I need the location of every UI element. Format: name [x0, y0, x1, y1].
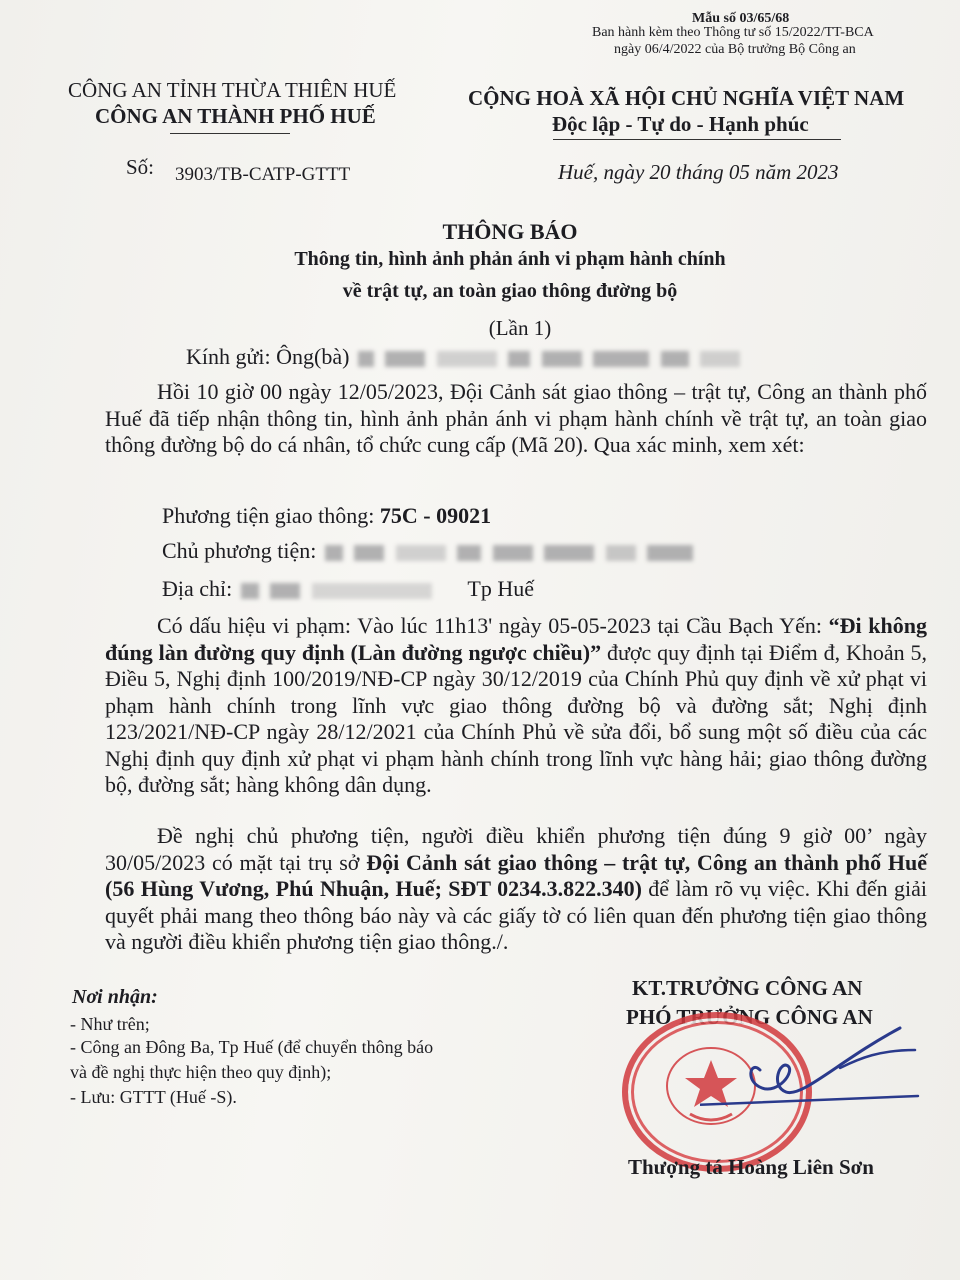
redacted-owner	[606, 545, 636, 561]
signature-title-2: PHÓ TRƯỞNG CÔNG AN	[626, 1005, 873, 1029]
form-number: Mẫu số 03/65/68	[692, 11, 790, 26]
vehicle-label: Phương tiện giao thông:	[162, 503, 375, 528]
redacted-address	[312, 583, 432, 599]
redacted-owner	[493, 545, 533, 561]
recipient-item: - Như trên;	[70, 1014, 150, 1034]
nation-underline	[553, 139, 841, 140]
doc-subtitle-2: về trật tự, an toàn giao thông đường bộ	[342, 280, 678, 302]
request-rest: để làm rõ vụ việc. Khi đến giải quyết phải mang theo thông báo này và các giấy tờ có liên quan đến phương tiện giao thông và người điều khiển phương tiện giao thông./.	[105, 876, 927, 954]
redacted-owner	[647, 545, 693, 561]
redacted-address	[241, 583, 259, 599]
redacted-address	[270, 583, 300, 599]
nation-motto: Độc lập - Tự do - Hạnh phúc	[552, 112, 809, 136]
form-issued-line1: Ban hành kèm theo Thông tư số 15/2022/TT-BCA	[592, 25, 874, 40]
agency-province: CÔNG AN TỈNH THỪA THIÊN HUẾ	[68, 78, 397, 102]
redacted-name	[593, 351, 649, 367]
recipient-item: - Lưu: GTTT (Huế -S).	[70, 1087, 237, 1107]
violation-lead: Có dấu hiệu vi phạm: Vào lúc 11h13' ngày 05-05-2023 tại Cầu Bạch Yến:	[157, 613, 822, 638]
recipients-title: Nơi nhận:	[72, 986, 158, 1008]
redacted-owner	[354, 545, 384, 561]
vehicle-line	[162, 503, 491, 529]
doc-round: (Lần 1)	[488, 316, 552, 340]
redacted-name	[437, 351, 497, 367]
agency-city: CÔNG AN THÀNH PHỐ HUẾ	[95, 104, 376, 128]
recipient-label: Kính gửi: Ông(bà)	[186, 344, 350, 369]
redacted-owner	[396, 545, 446, 561]
signature-title-1: KT.TRƯỞNG CÔNG AN	[632, 976, 863, 1000]
redacted-name	[385, 351, 425, 367]
intro-paragraph	[105, 379, 927, 459]
redacted-owner	[544, 545, 594, 561]
redacted-name	[542, 351, 582, 367]
recipient-item: và đề nghị thực hiện theo quy định);	[70, 1062, 332, 1082]
address-city: Tp Huế	[467, 576, 534, 601]
recipient-item: - Công an Đông Ba, Tp Huế (để chuyển thông báo	[70, 1037, 434, 1057]
request-paragraph	[105, 823, 927, 956]
doc-number: 3903/TB-CATP-GTTT	[175, 164, 351, 185]
agency-underline	[170, 133, 290, 134]
form-issued-line2: ngày 06/4/2022 của Bộ trưởng Bộ Công an	[614, 42, 856, 57]
owner-label: Chủ phương tiện:	[162, 538, 317, 563]
request-lead: Đề nghị chủ phương tiện, người điều khiển phương tiện đúng 9 giờ 00’ ngày 30/05/2023 có mặt tại trụ sở	[105, 823, 927, 875]
redacted-name	[358, 351, 374, 367]
doc-number-label: Số:	[126, 155, 155, 179]
signer-name: Thượng tá Hoàng Liên Sơn	[628, 1155, 874, 1179]
violation-legal-basis: được quy định tại Điểm đ, Khoản 5, Điều 5, Nghị định 100/2019/NĐ-CP ngày 30/12/2019 của Chính Phủ quy định về xử phạt vi phạm hành chính trong lĩnh vực giao thông đường bộ và đường sắt; Nghị định 123/2021/NĐ-CP ngày 28/12/2021 của Chính Phủ về sửa đổi, bổ sung một số điều của các Nghị định quy định xử phạt vi phạm hành chính trong lĩnh vực hàng hải; giao thông đường bộ, đường sắt; hàng không dân dụng.	[105, 639, 927, 797]
doc-place-date: Huế, ngày 20 tháng 05 năm 2023	[558, 160, 839, 184]
address-line	[162, 576, 534, 602]
redacted-owner	[457, 545, 481, 561]
intro-text: Hồi 10 giờ 00 ngày 12/05/2023, Đội Cảnh sát giao thông – trật tự, Công an thành phố Huế đã tiếp nhận thông tin, hình ảnh phản ánh vi phạm hành chính về trật tự, an toàn giao thông đường bộ do cá nhân, tổ chức cung cấp (Mã 20). Qua xác minh, xem xét:	[105, 379, 927, 457]
request-location: Đội Cảnh sát giao thông – trật tự, Công an thành phố Huế (56 Hùng Vương, Phú Nhuận, Huế; SĐT 0234.3.822.340)	[105, 849, 928, 901]
violation-description: “Đi không đúng làn đường quy định (Làn đường ngược chiều)”	[105, 613, 927, 665]
doc-subtitle-1: Thông tin, hình ảnh phản ánh vi phạm hành chính	[294, 248, 726, 270]
violation-paragraph	[105, 613, 927, 799]
vehicle-plate: 75C - 09021	[379, 503, 492, 528]
redacted-name	[700, 351, 740, 367]
redacted-name	[508, 351, 530, 367]
owner-line	[162, 538, 696, 564]
redacted-owner	[325, 545, 343, 561]
address-label: Địa chỉ:	[162, 576, 233, 601]
signature-scribble-icon	[700, 1010, 940, 1120]
recipient-line	[186, 344, 743, 370]
doc-title: THÔNG BÁO	[442, 219, 578, 244]
nation-name: CỘNG HOÀ XÃ HỘI CHỦ NGHĨA VIỆT NAM	[468, 86, 905, 110]
redacted-name	[661, 351, 689, 367]
